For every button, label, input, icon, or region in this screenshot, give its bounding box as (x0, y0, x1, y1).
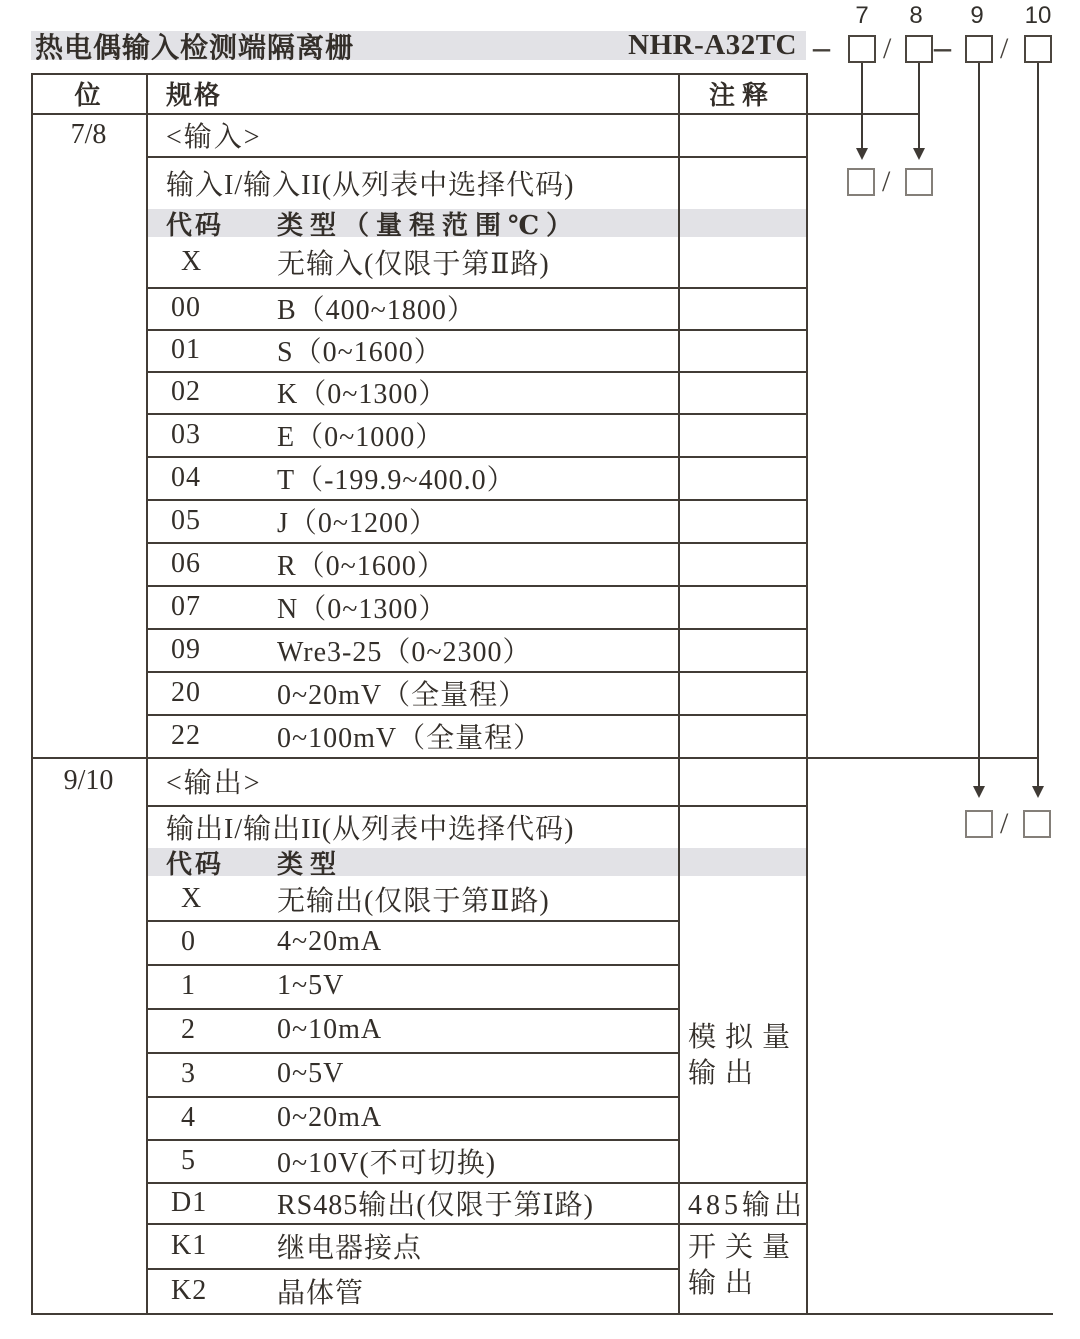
dash-separator: – (934, 29, 951, 66)
table-border-line (146, 964, 678, 966)
type-cell: Wre3-25（0~2300） (277, 636, 532, 668)
table-border-line (31, 1313, 1053, 1315)
input-group-label: <输入> (166, 121, 262, 153)
input-select-box-1 (847, 168, 875, 196)
code-cell: 5 (181, 1144, 196, 1176)
table-border-line (146, 1223, 806, 1225)
code-cell: 06 (171, 547, 201, 579)
type-cell: 1~5V (277, 970, 345, 1001)
code-cell: 09 (171, 633, 201, 665)
input-type-header: 类型（量程范围℃） (277, 210, 580, 240)
dash-separator: – (813, 29, 830, 66)
position-label-9-10: 9/10 (63, 765, 114, 796)
code-cell: 20 (171, 676, 201, 708)
output-list-header-band (146, 848, 806, 879)
type-cell: 0~10V(不可切换) (277, 1147, 497, 1179)
arrowhead-icon (856, 148, 868, 160)
output-code-header: 代码 (166, 849, 225, 879)
table-border-line (146, 1268, 678, 1270)
arrow-line-8 (918, 63, 920, 149)
table-border-line (146, 329, 806, 331)
table-border-line (146, 542, 806, 544)
output-type-header: 类型 (277, 849, 344, 879)
column-header-note: 注释 (708, 80, 775, 110)
table-border-line (146, 920, 678, 922)
note-rs485-output: 485输出 (688, 1189, 807, 1221)
type-cell: 4~20mA (277, 926, 383, 957)
code-box-digit-9 (965, 35, 993, 63)
type-cell: 0~5V (277, 1058, 345, 1089)
position-label-7-8: 7/8 (70, 118, 107, 150)
table-border-line (146, 1008, 678, 1010)
type-cell: 无输入(仅限于第Ⅱ路) (277, 249, 550, 280)
slash-separator: / (1000, 32, 1009, 65)
arrowhead-icon (913, 148, 925, 160)
output-group-label: <输出> (166, 768, 262, 799)
type-cell: 0~20mV（全量程） (277, 679, 528, 711)
model-number: NHR-A32TC (628, 29, 797, 61)
type-cell: J（0~1200） (277, 507, 439, 539)
code-cell: 22 (171, 719, 201, 751)
type-cell: B（400~1800） (277, 295, 476, 326)
type-cell: 无输出(仅限于第Ⅱ路) (277, 885, 550, 917)
table-border-line (146, 1052, 678, 1054)
note-switch-line1: 开关量 (688, 1232, 800, 1263)
table-border-line (806, 73, 808, 1313)
strip-digit-7: 7 (855, 2, 869, 29)
note-switch-output (688, 1230, 799, 1302)
code-cell: K2 (171, 1274, 208, 1306)
arrowhead-icon (1032, 786, 1044, 798)
code-cell: 3 (181, 1058, 196, 1089)
table-border-line (146, 371, 806, 373)
code-cell: 01 (171, 334, 201, 365)
type-cell: 晶体管 (277, 1277, 365, 1309)
column-header-spec: 规格 (166, 80, 223, 110)
code-cell: 0 (181, 926, 196, 957)
input-code-header: 代码 (166, 210, 225, 240)
code-cell: 04 (171, 461, 201, 493)
type-cell: 继电器接点 (277, 1232, 423, 1264)
table-border-line (146, 585, 806, 587)
code-cell: 07 (171, 590, 201, 622)
table-border-line (146, 73, 148, 1313)
slash-separator: / (1000, 807, 1009, 840)
type-cell: 0~10mA (277, 1014, 383, 1045)
table-border-line (678, 73, 680, 1313)
slash-separator: / (883, 32, 892, 65)
type-cell: N（0~1300） (277, 593, 448, 625)
arrowhead-icon (973, 786, 985, 798)
title-bar (31, 29, 806, 64)
code-box-digit-10 (1024, 35, 1052, 63)
type-cell: E（0~1000） (277, 421, 445, 453)
code-cell: X (181, 246, 203, 277)
type-cell: K（0~1300） (277, 379, 448, 410)
table-border-line (146, 1096, 678, 1098)
code-cell: 2 (181, 1014, 196, 1045)
strip-digit-8: 8 (909, 2, 923, 29)
output-select-hint: 输出I/输出II(从列表中选择代码) (166, 813, 575, 845)
output-select-box-2 (1023, 810, 1051, 838)
note-analog-line1: 模拟量 (688, 1022, 800, 1053)
table-border-line (146, 499, 806, 501)
type-cell: R（0~1600） (277, 550, 446, 582)
output-select-box-1 (965, 810, 993, 838)
code-cell: 03 (171, 418, 201, 450)
type-cell: S（0~1600） (277, 337, 443, 368)
type-cell: 0~20mA (277, 1101, 383, 1133)
input-select-box-2 (905, 168, 933, 196)
note-switch-line2: 输出 (688, 1268, 763, 1299)
type-cell: T（-199.9~400.0） (277, 464, 516, 496)
code-box-digit-7 (848, 35, 876, 63)
code-cell: K1 (171, 1229, 208, 1261)
code-cell: 05 (171, 504, 201, 536)
note-analog-output (688, 1020, 799, 1092)
code-cell: 4 (181, 1101, 196, 1133)
strip-digit-10: 10 (1024, 2, 1052, 29)
type-cell: RS485输出(仅限于第Ⅰ路) (277, 1189, 594, 1221)
arrow-line-9 (978, 63, 980, 787)
code-cell: 1 (181, 970, 196, 1001)
table-border-line (146, 287, 806, 289)
code-cell: 00 (171, 292, 201, 323)
type-cell: 0~100mV（全量程） (277, 722, 543, 754)
table-border-line (146, 413, 806, 415)
arrow-line-10 (1037, 63, 1039, 787)
code-cell: 02 (171, 376, 201, 407)
column-header-position: 位 (74, 80, 103, 110)
input-select-hint: 输入I/输入II(从列表中选择代码) (166, 169, 575, 201)
page-title: 热电偶输入检测端隔离栅 (35, 32, 355, 64)
note-analog-line2: 输出 (688, 1058, 763, 1089)
table-border-line (31, 73, 33, 1313)
slash-separator: / (882, 165, 891, 198)
code-cell: X (181, 882, 203, 914)
strip-digit-9: 9 (970, 2, 984, 29)
code-box-digit-8 (905, 35, 933, 63)
table-border-line (31, 113, 919, 115)
arrow-line-7 (861, 63, 863, 149)
code-cell: D1 (171, 1186, 208, 1218)
